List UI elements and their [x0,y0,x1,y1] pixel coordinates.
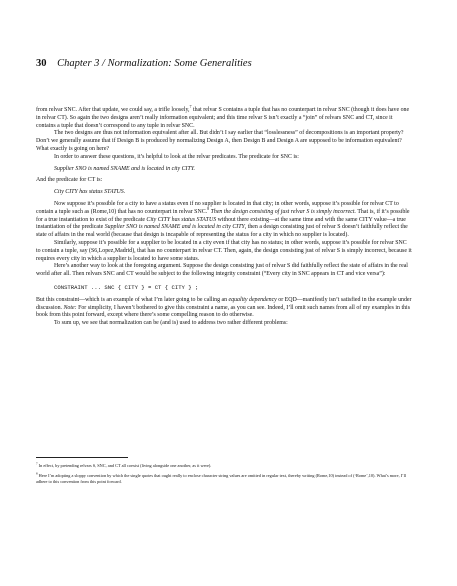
paragraph: Here’s another way to look at the foregoing argument. Suppose the design consisting just of relvar S did faithfully reflect the state of affairs in the real world after all. Then relvars SNC and CT would be subject to the following integrity constraint (“Every city in SNC appears in CT and vice versa”): [36,263,408,278]
emphasis: Then the design consisting of just relvar S is simply incorrect. [209,208,356,215]
footnotes [36,463,412,489]
body-text [36,104,412,328]
paragraph: In order to answer these questions, it’s helpful to look at the relvar predicates. The predicate for SNC is: [54,153,299,160]
text-run: or EQD—manifestly isn’t satisfied in the example under discussion. [36,296,412,311]
text-run: that relvar S contains a tuple that has no counterpart in relvar SNC (though it does have one in relvar CT). So again the two designs aren’t really information equivalent; and this time relvar S isn’t exactly a “join” of relvars SNC and CT, since it contains a tuple that doesn’t correspond to any tuple in relvar SNC. [36,107,410,129]
paragraph: To sum up, we see that normalization can be (and is) used to address two rather different problems: [54,320,288,327]
predicate-ct: City CITY has status STATUS. [54,189,126,196]
paragraph [36,201,412,240]
text-run: from relvar SNC. After that update, we could say, a trifle loosely, [36,107,190,113]
text-run: Now suppose it’s possible for a city to have a status even if no supplier is located in that city; in other words, suppose it’s possible for relvar CT to contain a tuple such as (Rome,10) that has no counterpart in relvar SNC. [36,200,399,215]
footnote-ref: 7 [189,104,192,110]
emphasis: City CITY has status STATUS [146,216,217,223]
footnote-text: In effect, by pretending relvars S, SNC, and CT all coexist (living alongside one another, as it were). [37,463,212,468]
text-run: But this constraint—which is an example of what I’m later going to be calling an [36,296,229,303]
text-run: , then a design consisting just of relvar S doesn’t faithfully reflect the state of affairs in the real world (because that design is incapable of representing the status for a city in which no supplier is located). [36,224,408,239]
chapter-title: Chapter 3 / Normalization: Some Generalities [57,58,252,69]
paragraph [36,297,412,320]
footnote-divider [36,457,128,458]
text-run: without there existing—at the same time and with the same CITY value—a true instantiation of the predicate [36,216,406,231]
page-number: 30 [36,58,47,69]
predicate-snc: Supplier SNO is named SNAME and is located in city CITY. [54,165,195,172]
paragraph: Similarly, suppose it’s possible for a supplier to be located in a city even if that city has no status; in other words, suppose it’s possible for relvar SNC to contain a tuple, say (S6,Lopez,Madrid), that has no counterpart in relvar CT. Then, again, the design consisting just of relvar S is simply incorrect, because it requires every city in which a supplier is located to have some status. [36,239,412,262]
text-run: That is, if it’s possible for a true instantiation to exist of the predicate [36,208,410,223]
footnote-mark: 7 [36,461,38,466]
constraint-code: CONSTRAINT ... SNC { CITY } = CT { CITY } ; [54,283,199,291]
paragraph: And the predicate for CT is: [36,177,103,184]
emphasis: Note: [63,304,77,311]
footnote-ref: 8 [207,205,210,211]
emphasis: equality dependency [228,296,277,303]
footnote-mark: 8 [36,471,38,476]
footnote-8 [36,473,412,485]
footnote-text: Here I’m adopting a sloppy convention by which the single quotes that ought really to enclose character string values are omitted in regular text, thereby writing (Rome,10) instead of (‘Rome’,10). What’s more, I’ll adhere to this convention from this point forward. [36,473,406,484]
text-run: For simplicity, I haven’t bothered to give this constraint a name, as you can see. Indeed, I’ll omit such names from all of my examples in this book from this point forward, except where there’s some compelling reason to do otherwise. [36,304,410,319]
paragraph: The two designs are thus not information equivalent after all. But didn’t I say earlier that “losslessness” of decompositions is an important property? Don’t we generally assume that if Design B is produced by normalizing Design A, then Design B and Design A are supposed to be information equivalent? What exactly is going on here? [36,130,404,152]
paragraph [36,104,412,130]
emphasis: Supplier SNO is named SNAME and is located in city CITY [104,224,245,231]
footnote-7 [36,463,412,469]
page-header [36,58,252,69]
